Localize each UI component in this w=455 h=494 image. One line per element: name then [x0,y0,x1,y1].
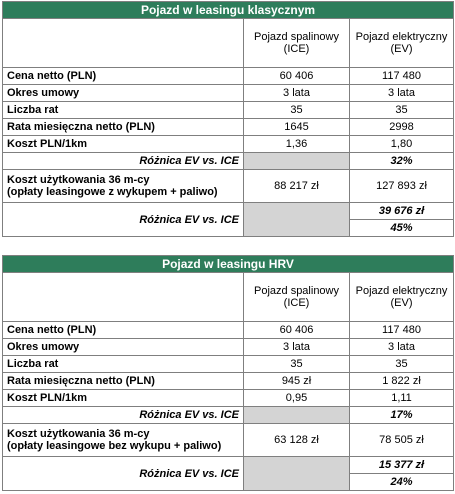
column-header-ice: Pojazd spalinowy (ICE) [244,19,350,68]
ice-value: 60 406 [244,322,350,339]
ice-value: 1,36 [244,136,350,153]
table-row [3,339,454,356]
table-row [3,119,454,136]
usage-cost-title: Koszt użytkowania 36 m-cy [7,174,150,186]
usage-cost-title: Koszt użytkowania 36 m-cy [7,428,150,440]
row-label: Koszt PLN/1km [3,136,244,153]
ev-value: 2998 [350,119,454,136]
ev-value: 1,11 [350,390,454,407]
grey-cell [244,153,350,170]
usage-cost-label [3,424,244,457]
ev-value: 117 480 [350,322,454,339]
leasing-hrv-table [2,255,454,491]
difference-amount: 15 377 zł [350,457,454,474]
table-row [3,390,454,407]
row-label: Okres umowy [3,339,244,356]
usage-cost-ev: 78 505 zł [350,424,454,457]
table-title: Pojazd w leasingu HRV [3,256,454,273]
usage-cost-row [3,424,454,457]
difference-percent: 45% [350,220,454,237]
leasing-classic-table [2,1,454,237]
empty-header-cell [3,19,244,68]
ev-value: 1,80 [350,136,454,153]
row-label: Okres umowy [3,85,244,102]
row-label: Liczba rat [3,356,244,373]
ice-value: 3 lata [244,85,350,102]
ev-value: 1 822 zł [350,373,454,390]
column-header-ev: Pojazd elektryczny (EV) [350,19,454,68]
difference-label: Różnica EV vs. ICE [3,203,244,237]
ice-value: 1645 [244,119,350,136]
ice-value: 945 zł [244,373,350,390]
usage-cost-ice: 63 128 zł [244,424,350,457]
table-row [3,68,454,85]
ice-value: 60 406 [244,68,350,85]
row-label: Cena netto (PLN) [3,68,244,85]
ice-value: 3 lata [244,339,350,356]
table-row [3,136,454,153]
difference-row [3,457,454,474]
column-header-ice: Pojazd spalinowy (ICE) [244,273,350,322]
row-label: Koszt PLN/1km [3,390,244,407]
ev-value: 117 480 [350,68,454,85]
grey-cell [244,407,350,424]
table-row [3,102,454,119]
usage-cost-row [3,170,454,203]
grey-cell [244,457,350,491]
usage-cost-subtitle: (opłaty leasingowe bez wykupu + paliwo) [7,440,222,452]
usage-cost-label [3,170,244,203]
difference-row [3,407,454,424]
empty-header-cell [3,273,244,322]
ev-value: 3 lata [350,85,454,102]
ice-value: 0,95 [244,390,350,407]
usage-cost-ice: 88 217 zł [244,170,350,203]
row-label: Liczba rat [3,102,244,119]
ev-value: 35 [350,356,454,373]
ice-value: 35 [244,102,350,119]
difference-value: 32% [350,153,454,170]
ice-value: 35 [244,356,350,373]
ev-value: 3 lata [350,339,454,356]
usage-cost-ev: 127 893 zł [350,170,454,203]
table-row [3,356,454,373]
row-label: Rata miesięczna netto (PLN) [3,373,244,390]
difference-label: Różnica EV vs. ICE [3,153,244,170]
table-title: Pojazd w leasingu klasycznym [3,2,454,19]
difference-row [3,153,454,170]
grey-cell [244,203,350,237]
column-header-ev: Pojazd elektryczny (EV) [350,273,454,322]
ev-value: 35 [350,102,454,119]
row-label: Rata miesięczna netto (PLN) [3,119,244,136]
usage-cost-subtitle: (opłaty leasingowe z wykupem + paliwo) [7,186,218,198]
difference-value: 17% [350,407,454,424]
row-label: Cena netto (PLN) [3,322,244,339]
difference-label: Różnica EV vs. ICE [3,407,244,424]
difference-label: Różnica EV vs. ICE [3,457,244,491]
table-row [3,322,454,339]
difference-amount: 39 676 zł [350,203,454,220]
difference-row [3,203,454,220]
difference-percent: 24% [350,474,454,491]
table-row [3,373,454,390]
table-row [3,85,454,102]
